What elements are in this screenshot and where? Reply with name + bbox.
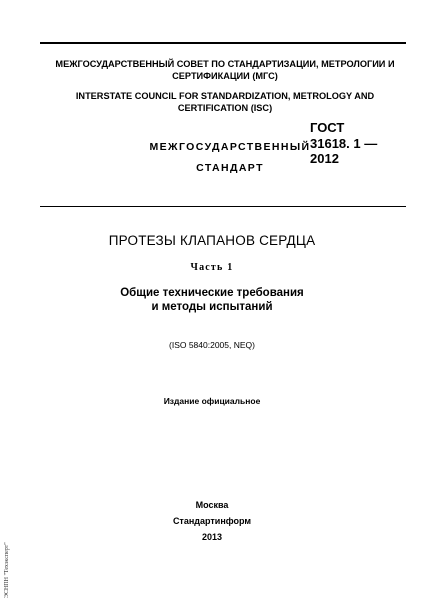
standard-type-line-1: МЕЖГОСУДАРСТВЕННЫЙ xyxy=(149,141,311,153)
council-ru-line-1: МЕЖГОСУДАРСТВЕННЫЙ СОВЕТ ПО СТАНДАРТИЗАЦИИ, МЕТРОЛОГИИ И xyxy=(55,59,395,69)
gost-number-line-1: 31618. 1 — xyxy=(310,136,378,151)
watermark-text: ЭСНПН "Техэксперт" xyxy=(4,542,10,598)
council-name-en xyxy=(55,90,395,114)
iso-reference: (ISO 5840:2005, NEQ) xyxy=(169,340,255,350)
publisher-city: Москва xyxy=(195,500,229,510)
publisher-name: Стандартинформ xyxy=(172,516,252,526)
council-en-line-1: INTERSTATE COUNCIL FOR STANDARDIZATION, METROLOGY AND xyxy=(75,91,375,101)
gost-label: ГОСТ xyxy=(310,120,345,135)
council-en-line-2: CERTIFICATION (ISC) xyxy=(177,103,273,113)
council-ru-line-2: СЕРТИФИКАЦИИ (МГС) xyxy=(172,71,278,81)
top-rule xyxy=(40,42,406,44)
council-name-ru xyxy=(55,58,395,82)
middle-rule xyxy=(40,206,406,207)
subtitle-line-2: и методы испытаний xyxy=(151,301,273,313)
gost-number xyxy=(310,136,420,166)
gost-number-line-2: 2012 xyxy=(310,151,339,166)
part-label: Часть 1 xyxy=(190,262,234,273)
publication-year: 2013 xyxy=(201,532,223,542)
subtitle-line-1: Общие технические требования xyxy=(120,287,304,299)
edition-label: Издание официальное xyxy=(163,396,261,406)
document-title: ПРОТЕЗЫ КЛАПАНОВ СЕРДЦА xyxy=(108,233,316,248)
standard-type-line-2: СТАНДАРТ xyxy=(196,162,264,174)
